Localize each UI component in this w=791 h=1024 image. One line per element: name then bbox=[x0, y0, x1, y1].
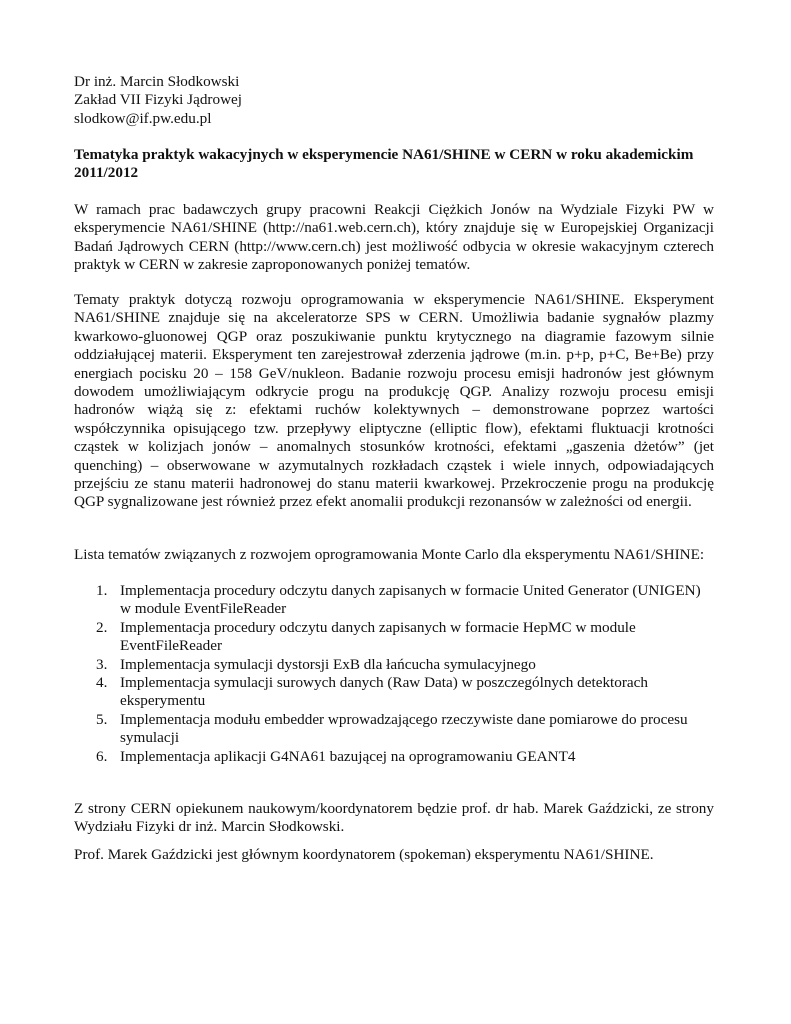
supervisor-paragraph: Z strony CERN opiekunem naukowym/koordynatorem będzie prof. dr hab. Marek Gaździcki, ze strony Wydziału Fizyki dr inż. Marcin Słodkowski. bbox=[74, 800, 714, 836]
author-department: Zakład VII Fizyki Jądrowej bbox=[74, 91, 243, 109]
list-item: 1. Implementacja procedury odczytu danych zapisanych w formacie United Generator (UNIGEN) w module EventFileReader bbox=[96, 582, 701, 618]
topics-description-paragraph: Tematy praktyk dotyczą rozwoju oprogramowania w eksperymencie NA61/SHINE. Eksperyment NA61/SHINE znajduje się na akceleratorze SPS w CERN. Umożliwia badanie sygnałów plazmy kwarkowo-gluonowej QGP oraz poszukiwanie punktu krytycznego na diagramie fazowym silnie oddziałującej materii. Eksperyment ten zarejestrował zderzenia jądrowe (m.in. p+p, p+C, Be+Be) przy energiach pocisku 20 – 158 GeV/nukleon. Badanie rozwoju procesu emisji hadronów jest głównym dowodem umożliwiającym odkrycie progu na produkcję QGP. Analizy rozwoju procesu emisji hadronów wiążą się z: efektami ruchów kolektywnych – demonstrowane poprzez wartości współczynnika opisującego tzw. przepływy eliptyczne (elliptic flow), efektami fluktuacji krotności cząstek w kolizjach jonów – anomalnych stosunków krotności, efektami „gaszenia dżetów” (jet quenching) – obserwowane w azymutalnych rozkładach cząstek i wiele innych, odpowiadających przejściu ze stanu materii hadronowej do stanu materii kwarkowej. Przekroczenie progu na produkcję QGP sygnalizowane jest również przez efekt anomalii produkcji rezonansów w zależności od energii. bbox=[74, 291, 714, 511]
intro-paragraph: W ramach prac badawczych grupy pracowni Reakcji Ciężkich Jonów na Wydziale Fizyki PW w eksperymencie NA61/SHINE (http://na61.web.cern.ch), który znajduje się w Europejskiej Organizacji Badań Jądrowych CERN (http://www.cern.ch) jest możliwość odbycia w okresie wakacyjnym czterech praktyk w CERN w zakresie zaproponowanych poniżej tematów. bbox=[74, 201, 714, 274]
author-email: slodkow@if.pw.edu.pl bbox=[74, 109, 212, 127]
coordinator-paragraph: Prof. Marek Gaździcki jest głównym koordynatorem (spokeman) eksperymentu NA61/SHINE. bbox=[74, 846, 654, 863]
topic-list bbox=[74, 582, 714, 766]
list-item: 4. Implementacja symulacji surowych danych (Raw Data) w poszczególnych detektorach eksperymentu bbox=[96, 674, 648, 710]
list-item: 6. Implementacja aplikacji G4NA61 bazującej na oprogramowaniu GEANT4 bbox=[96, 747, 576, 765]
topic-text: Implementacja procedury odczytu danych zapisanych w formacie United Generator (UNIGEN) w module EventFileReader bbox=[120, 582, 701, 618]
list-item: 3. Implementacja symulacji dystorsji ExB dla łańcucha symulacyjnego bbox=[96, 655, 536, 673]
author-name: Dr inż. Marcin Słodkowski bbox=[74, 73, 240, 90]
topic-text: Implementacja symulacji dystorsji ExB dla łańcucha symulacyjnego bbox=[120, 655, 536, 673]
list-item: 5. Implementacja modułu embedder wprowadzającego rzeczywiste dane pomiarowe do procesu symulacji bbox=[96, 710, 688, 747]
topic-text: Implementacja aplikacji G4NA61 bazującej na oprogramowaniu GEANT4 bbox=[120, 747, 576, 765]
topic-text: Implementacja procedury odczytu danych zapisanych w formacie HepMC w module EventFileReader bbox=[120, 618, 636, 655]
topic-text: Implementacja modułu embedder wprowadzającego rzeczywiste dane pomiarowe do procesu symulacji bbox=[120, 710, 688, 747]
document-title: Tematyka praktyk wakacyjnych w eksperymencie NA61/SHINE w CERN w roku akademickim 2011/2012 bbox=[74, 146, 694, 182]
author-block bbox=[74, 73, 714, 128]
topic-list-intro: Lista tematów związanych z rozwojem oprogramowania Monte Carlo dla eksperymentu NA61/SHINE: bbox=[74, 546, 705, 563]
list-item: 2. Implementacja procedury odczytu danych zapisanych w formacie HepMC w module EventFileReader bbox=[96, 618, 636, 655]
topic-text: Implementacja symulacji surowych danych (Raw Data) w poszczególnych detektorach eksperymentu bbox=[120, 674, 648, 710]
